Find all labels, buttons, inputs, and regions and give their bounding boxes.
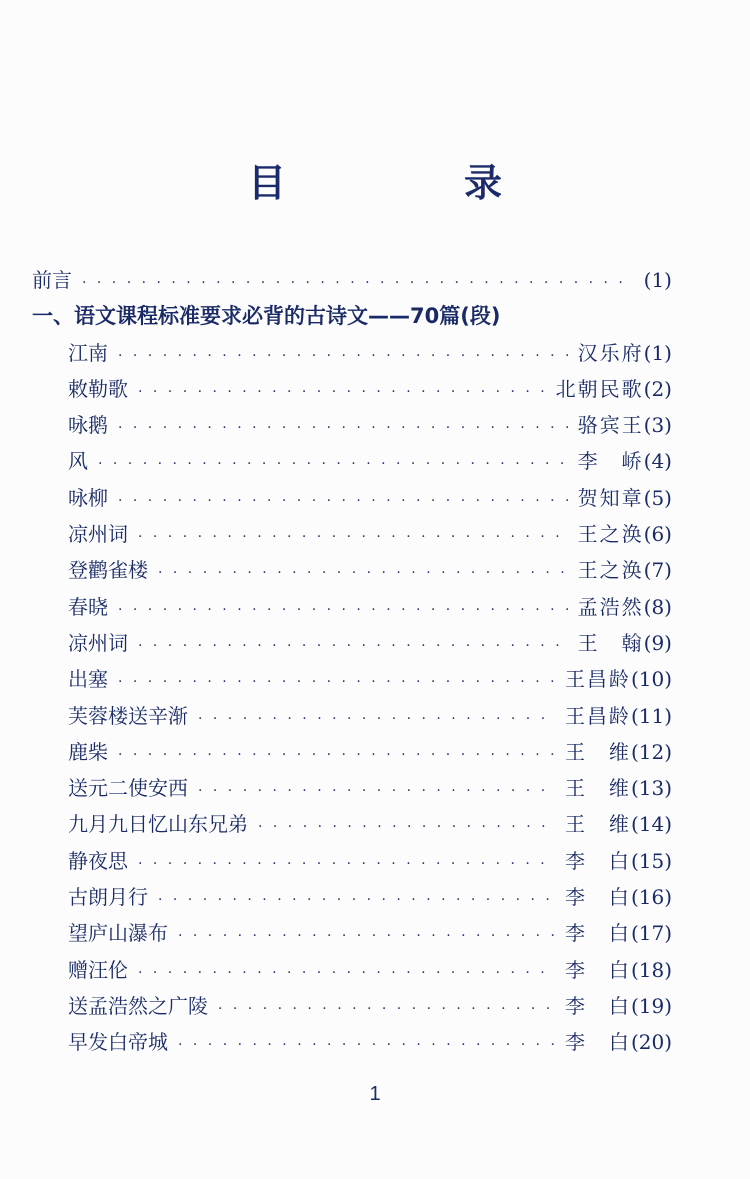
- dot-leader: [118, 483, 568, 519]
- dot-leader: [258, 809, 555, 845]
- toc-entry: [32, 915, 672, 951]
- entry-page: (11): [630, 703, 672, 728]
- entry-title: 风: [68, 449, 88, 474]
- entry-title: 鹿柴: [68, 739, 108, 764]
- entry-author: 李 白: [564, 885, 631, 910]
- toc-entry: [32, 661, 672, 697]
- entry-title: 早发白帝城: [68, 1030, 168, 1055]
- toc-entry: [32, 335, 672, 371]
- entry-page: (1): [643, 340, 672, 365]
- dot-leader: [198, 701, 555, 737]
- entry-page: (7): [643, 558, 672, 583]
- dot-leader: [178, 1027, 555, 1063]
- entry-title: 出塞: [68, 667, 108, 692]
- entry-title: 送孟浩然之广陵: [68, 993, 208, 1018]
- dot-leader: [82, 265, 634, 301]
- dot-leader: [218, 991, 555, 1027]
- entry-page: (20): [630, 1030, 672, 1055]
- toc-entry: [32, 952, 672, 988]
- entry-title: 咏鹅: [68, 413, 108, 438]
- entry-title: 九月九日忆山东兄弟: [68, 812, 248, 837]
- entry-title: 古朗月行: [68, 885, 148, 910]
- page-title: 目 录: [247, 161, 572, 205]
- dot-leader: [138, 374, 546, 410]
- entry-author: 王之涣: [577, 558, 644, 583]
- dot-leader: [158, 882, 555, 918]
- toc-entry: [32, 407, 672, 443]
- toc-entry: [32, 480, 672, 516]
- toc-entry: [32, 770, 672, 806]
- entry-title: 敕勒歌: [68, 376, 128, 401]
- toc-entry: [32, 843, 672, 879]
- toc-entry: [32, 806, 672, 842]
- dot-leader: [118, 592, 568, 628]
- toc-entry: [32, 1024, 672, 1060]
- dot-leader: [138, 846, 555, 882]
- entry-author: 骆宾王: [577, 413, 644, 438]
- entry-page: (17): [630, 921, 672, 946]
- entry-author: 李 白: [564, 921, 631, 946]
- dot-leader: [198, 773, 555, 809]
- entry-title: 登鹳雀楼: [68, 558, 148, 583]
- entry-page: (12): [630, 739, 672, 764]
- section-heading: 一、语文课程标准要求必背的古诗文——70篇(段): [32, 304, 501, 329]
- entry-page: (16): [630, 885, 672, 910]
- entry-title: 前言: [32, 268, 72, 292]
- entry-author: 王 维: [564, 776, 631, 801]
- entry-page: (9): [643, 630, 672, 655]
- entry-author: 王之涣: [577, 522, 644, 547]
- entry-author: 汉乐府: [577, 340, 644, 365]
- entry-author: 贺知章: [577, 485, 644, 510]
- toc-entry: [32, 625, 672, 661]
- toc-entry: [32, 516, 672, 552]
- entry-page: (4): [643, 449, 672, 474]
- toc-entry: [32, 879, 672, 915]
- entry-author: 李 峤: [577, 449, 644, 474]
- toc-entry: [32, 443, 672, 479]
- toc-entry-preface: [32, 262, 672, 298]
- entry-author: 王 翰: [577, 630, 644, 655]
- toc-entry: [32, 371, 672, 407]
- dot-leader: [138, 628, 568, 664]
- page-number: 1: [369, 1083, 381, 1105]
- entry-author: 王昌龄: [564, 703, 631, 728]
- entry-page: (3): [643, 413, 672, 438]
- entry-page: (5): [643, 485, 672, 510]
- entry-title: 凉州词: [68, 630, 128, 655]
- entry-author: 北朝民歌: [555, 376, 644, 401]
- dot-leader: [118, 338, 568, 374]
- entry-title: 江南: [68, 340, 108, 365]
- dot-leader: [178, 918, 555, 954]
- entry-page: (14): [630, 812, 672, 837]
- entry-title: 春晓: [68, 594, 108, 619]
- entry-author: 李 白: [564, 993, 631, 1018]
- dot-leader: [138, 955, 555, 991]
- table-of-contents: [32, 262, 672, 1061]
- entry-author: 李 白: [564, 848, 631, 873]
- entry-page: (8): [643, 594, 672, 619]
- entry-author: 王 维: [564, 739, 631, 764]
- dot-leader: [118, 737, 555, 773]
- entry-title: 赠汪伦: [68, 957, 128, 982]
- entry-title: 咏柳: [68, 485, 108, 510]
- toc-entry: [32, 698, 672, 734]
- toc-entry: [32, 988, 672, 1024]
- entry-page: (18): [630, 957, 672, 982]
- entry-page: (19): [630, 993, 672, 1018]
- toc-entry: [32, 589, 672, 625]
- toc-entry: [32, 552, 672, 588]
- entry-author: 李 白: [564, 1030, 631, 1055]
- dot-leader: [98, 446, 568, 482]
- dot-leader: [118, 410, 568, 446]
- entry-author: 王昌龄: [564, 667, 631, 692]
- dot-leader: [138, 519, 568, 555]
- dot-leader: [158, 555, 568, 591]
- entry-author: 李 白: [564, 957, 631, 982]
- entry-page: (15): [630, 848, 672, 873]
- entry-title: 望庐山瀑布: [68, 921, 168, 946]
- entry-page: (1): [643, 268, 672, 292]
- entry-title: 凉州词: [68, 522, 128, 547]
- toc-entry: [32, 734, 672, 770]
- entry-title: 静夜思: [68, 848, 128, 873]
- entry-page: (2): [643, 376, 672, 401]
- entry-author: 王 维: [564, 812, 631, 837]
- entry-page: (6): [643, 522, 672, 547]
- entry-page: (10): [630, 667, 672, 692]
- entry-title: 送元二使安西: [68, 776, 188, 801]
- entry-author: 孟浩然: [577, 594, 644, 619]
- dot-leader: [118, 664, 555, 700]
- entry-title: 芙蓉楼送辛渐: [68, 703, 188, 728]
- entry-page: (13): [630, 776, 672, 801]
